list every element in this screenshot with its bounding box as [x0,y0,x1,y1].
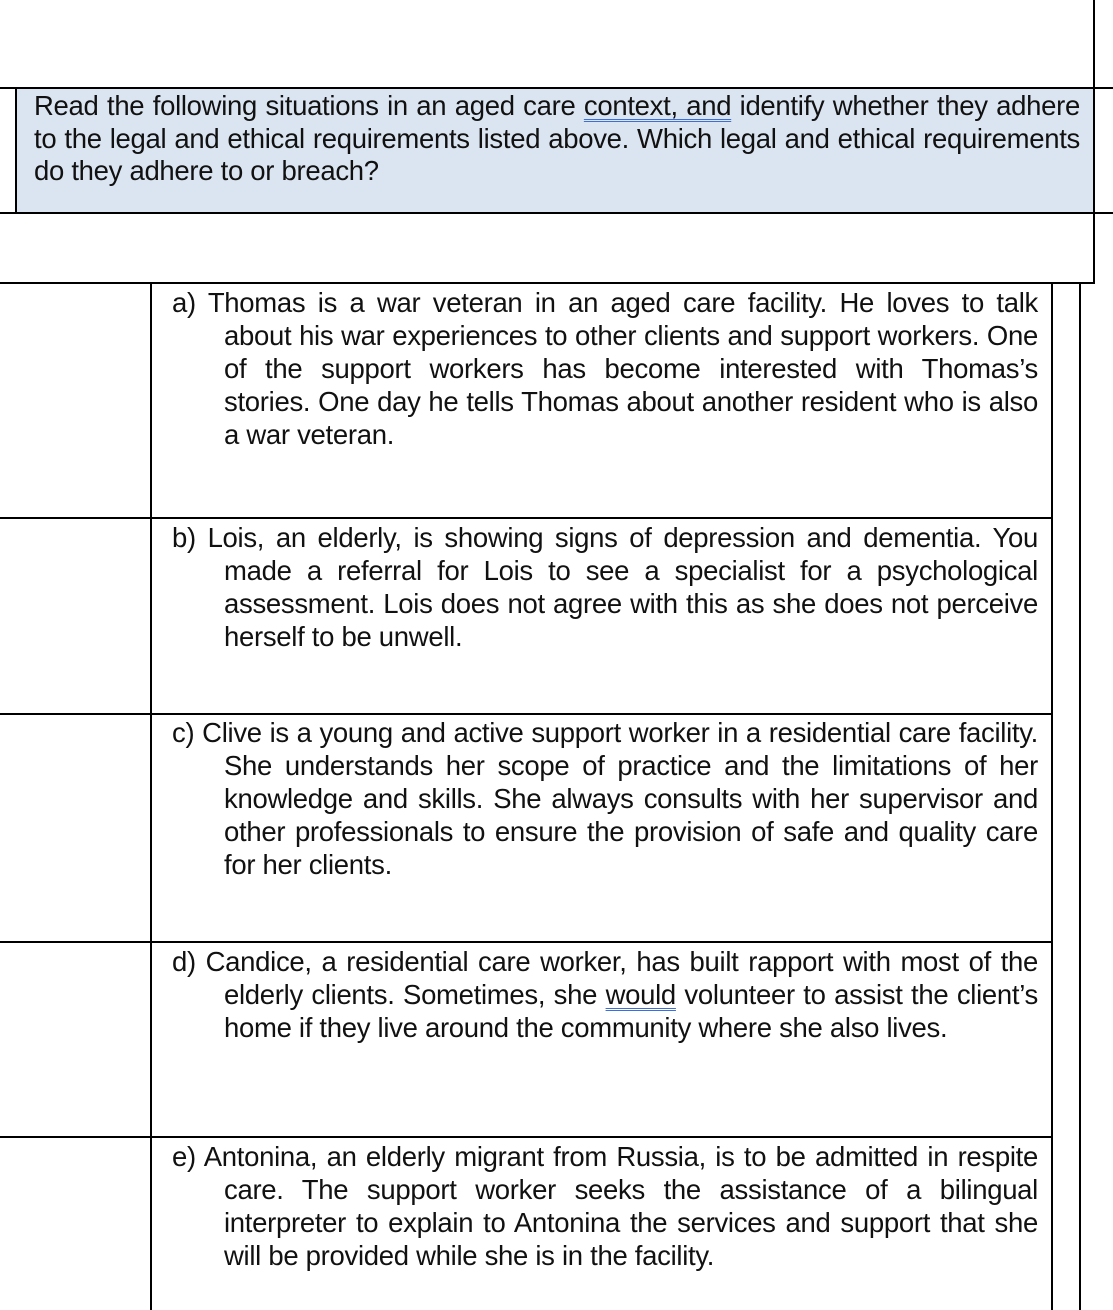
row-divider [0,517,1052,519]
scenario-c: c) Clive is a young and active support worker in a residential care facility. She understands her scope of practice and the limitations of her knowledge and skills. She always consults with her supervisor and other professionals to ensure the provision of safe and quality care for her clients. [172,717,1039,880]
scenario-d: d) Candice, a residential care worker, has built rapport with most of the elderly clients. Sometimes, she would volunteer to assist the client’s home if they live around the community where she also lives. [172,946,1038,1043]
table-border [0,282,1095,284]
spellcheck-flagged-phrase: context, and [583,90,732,121]
row-divider [0,1136,1052,1138]
scenario-e: e) Antonina, an elderly migrant from Russia, is to be admitted in respite care. The support worker seeks the assistance of a bilingual interpreter to explain to Antonina the services and support that she will be provided while she is in the facility. [172,1141,1039,1271]
table-border [15,88,17,213]
table-border [150,283,152,1310]
row-divider [0,941,1052,943]
table-border [0,212,1113,214]
row-divider [0,713,1052,715]
instruction-text: Read the following situations in an aged care context, and identify whether they adhere to the legal and ethical requirements listed above. Which legal and ethical requirements do they adhere to or breach? [34,90,1081,186]
scenario-a: a) Thomas is a war veteran in an aged care facility. He loves to talk about his war experiences to other clients and support workers. One of the support workers has become interested with Thomas’s stories. One day he tells Thomas about another resident who is also a war veteran. [172,287,1038,450]
table-border-right [1093,0,1095,283]
table-border [1051,283,1053,1310]
spellcheck-flagged-word: would [605,979,676,1010]
scenario-b: b) Lois, an elderly, is showing signs of depression and dementia. You made a referral for Lois to see a specialist for a psychological assessment. Lois does not agree with this as she does not perceive herself to be unwell. [172,522,1038,652]
table-border [1079,283,1081,1310]
table-border-top [0,87,1113,89]
